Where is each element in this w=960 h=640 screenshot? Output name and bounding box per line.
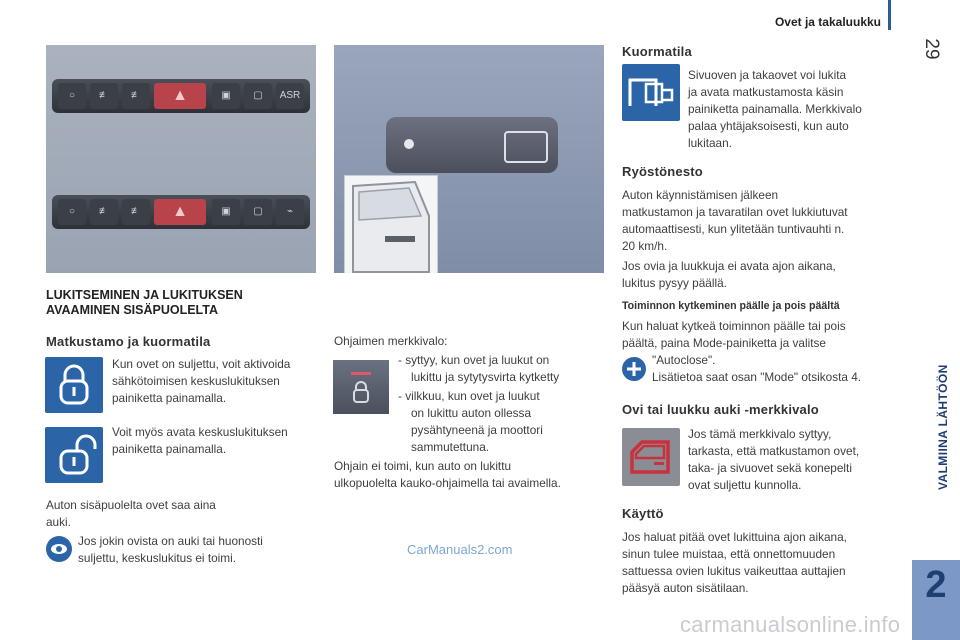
- indicator-intro: Ohjaimen merkkivalo:: [334, 334, 448, 348]
- indicator-light: [404, 139, 414, 149]
- cargo-lock-photo: [334, 45, 604, 273]
- toggle-description: Kun haluat kytkeä toiminnon päälle tai pois päältä, paina Mode-painiketta ja valitse "Autoclose". Lisätietoa saat osan "Mode" otsikosta 4.: [622, 319, 862, 384]
- eye-icon: [46, 536, 72, 562]
- page-number: 29: [921, 38, 942, 60]
- cargo-heading: Kuormatila: [622, 44, 692, 59]
- sidebar-blank: [912, 94, 960, 560]
- section-heading: LUKITSEMINEN JA LUKITUKSEN AVAAMINEN SISÄPUOLELTA: [46, 288, 243, 317]
- lock-description: Kun ovet on suljettu, voit aktivoida sähkötoimisen keskuslukituksen painiketta painamalla.: [112, 357, 291, 405]
- chapter-label: VALMIINA LÄHTÖÖN: [936, 364, 950, 490]
- theft-description-2: Jos ovia ja luukkuja ei avata ajon aikana, lukitus pysyy päällä.: [622, 259, 836, 290]
- usage-description: Jos haluat pitää ovet lukittuina ajon aikana, sinun tulee muistaa, että onnettomuuden sattuessa ovien lukitus vaikeuttaa auttajien pääsyä auton sisätilaan.: [622, 530, 847, 595]
- indicator-bullet-2: - vilkkuu, kun ovet ja luukut on lukittu auton ollessa pysähtyneenä ja moottori sammutettuna.: [398, 389, 543, 454]
- passenger-cargo-heading: Matkustamo ja kuormatila: [46, 334, 211, 349]
- inside-open-text: Auton sisäpuolelta ovet saa aina auki.: [46, 498, 216, 529]
- switch-panel-unlocked: ○ ≢ ≢ ▲ ▣ ▢ ⌁: [52, 195, 310, 229]
- cargo-description: Sivuoven ja takaovet voi lukita ja avata matkustamosta käsin painiketta painamalla. Merkkivalo palaa yhtäjaksoisesti, kun auto lukitaan.: [688, 68, 862, 150]
- hazard-icon: ▲: [154, 83, 206, 109]
- watermark-carmanualsonline: carmanualsonline.info: [680, 612, 901, 637]
- cargo-lock-unit: [386, 117, 558, 173]
- note-text: Jos jokin ovista on auki tai huonosti suljettu, keskuslukitus ei toimi.: [78, 534, 263, 565]
- door-inset-image: [344, 175, 438, 273]
- door-open-description: Jos tämä merkkivalo syttyy, tarkasta, että matkustamon ovet, taka- ja sivuovet sekä konepelti ovat suljettu kunnolla.: [688, 427, 860, 492]
- plus-info-icon: [622, 357, 646, 381]
- usage-heading: Käyttö: [622, 506, 664, 521]
- unlock-description: Voit myös avata keskuslukituksen painiketta painamalla.: [112, 425, 288, 456]
- cargo-door-lock-icon: [622, 64, 680, 121]
- indicator-bullet-1: - syttyy, kun ovet ja luukut on lukittu ja sytytysvirta kytketty: [398, 353, 560, 384]
- indicator-led: [351, 372, 371, 375]
- header-rule: [888, 0, 891, 30]
- door-open-warning-icon: [622, 428, 680, 486]
- theft-heading: Ryöstönesto: [622, 164, 703, 179]
- cargo-door-icon: [504, 131, 548, 163]
- switch-panel-locked: ○ ≢ ≢ ▲ ▣ ▢ ASR: [52, 79, 310, 113]
- hazard-icon: ▲: [154, 199, 206, 225]
- section-title: Ovet ja takaluukku: [774, 15, 881, 29]
- theft-description-1: Auton käynnistämisen jälkeen matkustamon ja tavaratilan ovet lukkiutuvat automaattisesti, kun ylitetään tuntivauhti n. 20 km/h.: [622, 188, 848, 253]
- indicator-switch-image: [333, 360, 389, 414]
- unlock-icon: [45, 427, 103, 483]
- remote-lock-note: Ohjain ei toimi, kun auto on lukittu ulkopuolelta kauko-ohjaimella tai avaimella.: [334, 459, 561, 490]
- door-open-heading: Ovi tai luukku auki -merkkivalo: [622, 402, 819, 417]
- watermark-carmanuals2: CarManuals2.com: [407, 542, 513, 557]
- toggle-heading: Toiminnon kytkeminen päälle ja pois päältä: [622, 300, 840, 312]
- lock-icon: [45, 357, 103, 413]
- asr-switch: ASR: [276, 83, 304, 109]
- switch-panel-photo: [46, 45, 316, 273]
- chapter-number: 2: [925, 564, 947, 606]
- lock-switch-icon: ▣: [212, 83, 240, 109]
